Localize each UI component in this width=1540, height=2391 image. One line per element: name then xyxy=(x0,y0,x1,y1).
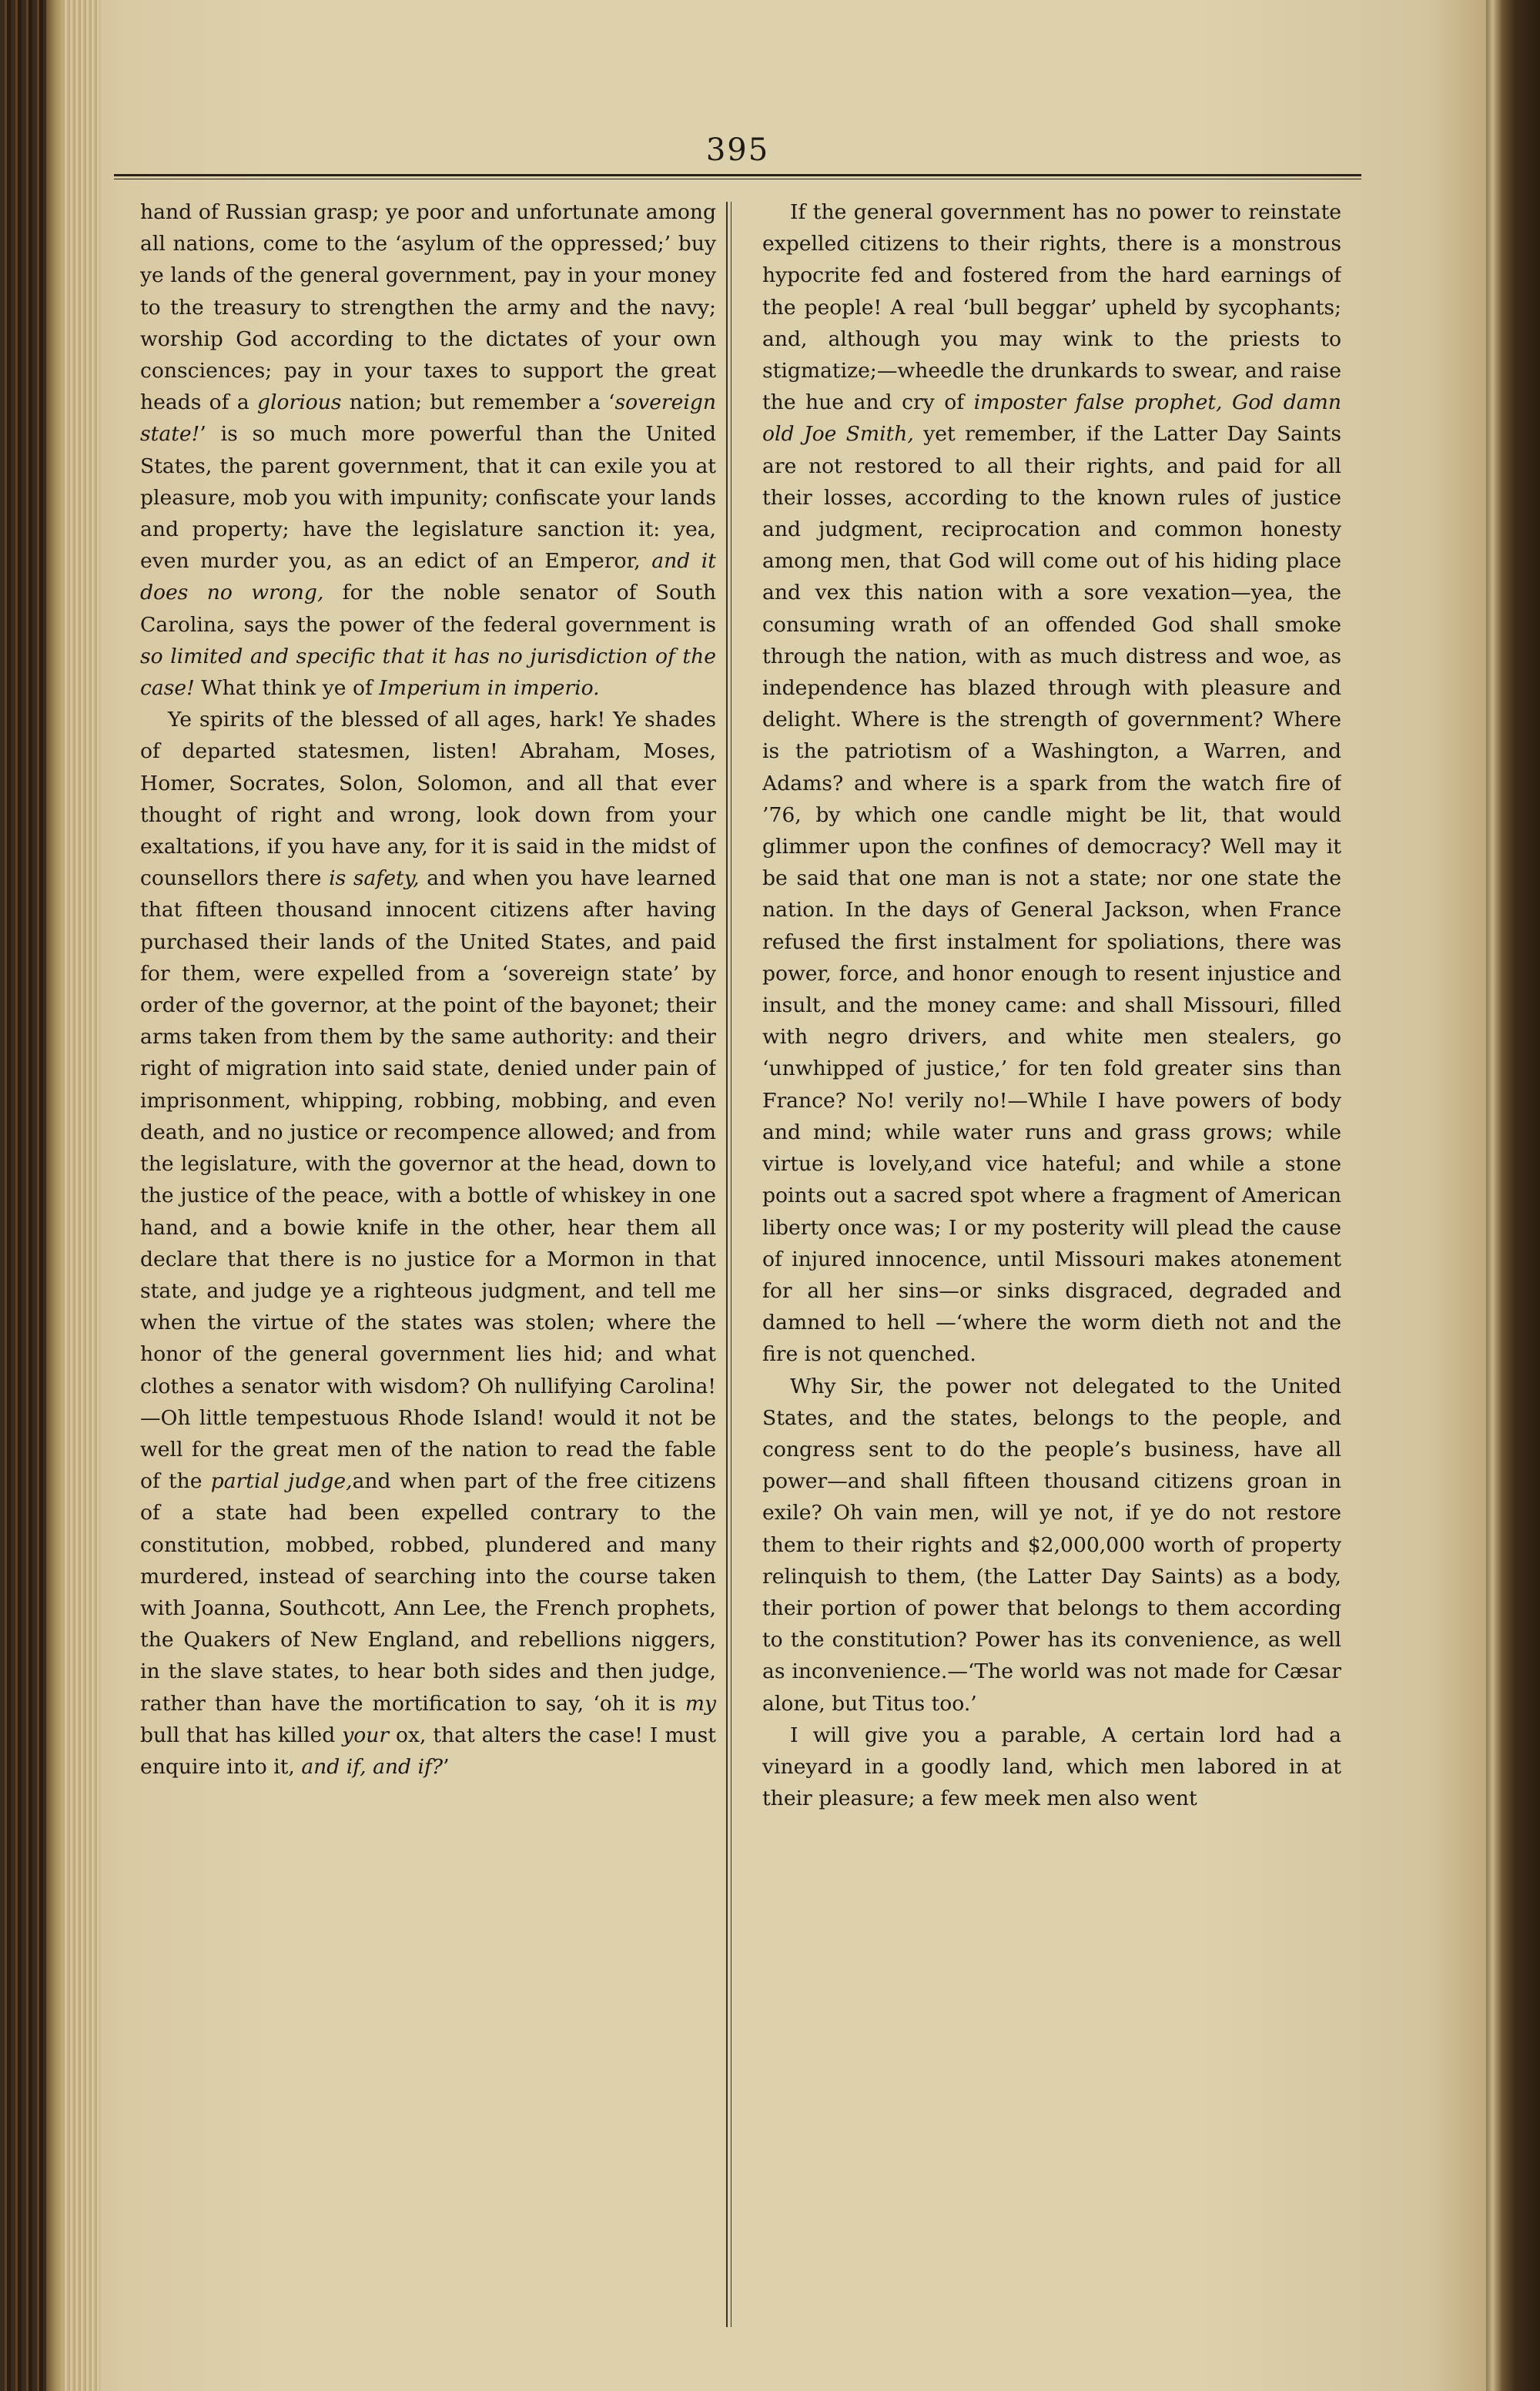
italic-text: my xyxy=(685,1691,716,1716)
italic-text: and if, and if? xyxy=(301,1754,444,1779)
text-run: Why Sir, the power not delegated to the United States, and the states, belongs to the people, and congress sent to do the people’s business, have all power—and shall fifteen thousand citizens groan in exile? Oh vain men, will ye not, if ye do not restore them to their rights and $2,000,000 worth of property relinquish to them, (the Latter Day Saints) as a body, their portion of power that belongs to them according to the constitution? Power has its convenience, as well as inconvenience.—‘The world was not made for Cæsar alone, but Titus too.’ xyxy=(762,1374,1341,1716)
text-run: hand of Russian grasp; ye poor and unfortunate among all nations, come to the ‘asylum of the oppressed;’ buy ye lands of the general government, pay in your money to the treasury to strengthen the army and the navy; worship God according to the dictates of your own consciences; pay in your taxes to support the great heads of a xyxy=(140,200,716,415)
italic-text: sovereign state! xyxy=(140,390,716,447)
italic-text: is safety, xyxy=(329,866,420,891)
page-header xyxy=(114,131,1361,185)
column-divider-inner xyxy=(731,202,732,2327)
text-run: What think ye of xyxy=(194,676,380,701)
paragraph xyxy=(762,1371,1341,1720)
facing-page-edge xyxy=(1486,0,1540,2391)
page-stack-edges xyxy=(63,0,100,2391)
paragraph xyxy=(762,1720,1341,1815)
text-run: ’ is so much more powerful than the United States, the parent government, that it can exile you at pleasure, mob you with impunity; confiscate your lands and property; have the legislature sanction it: yea, even murder you, as an edict of an Emperor, xyxy=(140,422,716,574)
text-run: I will give you a parable, A certain lord had a vineyard in a goodly land, which men labored in at their pleasure; a few meek men also went xyxy=(762,1723,1341,1811)
italic-text: and it does no wrong, xyxy=(140,549,716,605)
text-run: for the noble senator of South Carolina, says the power of the federal government is xyxy=(140,581,716,637)
italic-text: partial judge, xyxy=(210,1469,353,1494)
italic-text: glorious xyxy=(256,390,342,415)
text-run: and when part of the free citizens of a state had been expelled contrary to the constitution, mobbed, robbed, plundered and many murdered, instead of searching into the course taken with Joanna, Southcott, Ann Lee, the French prophets, the Quakers of New England, and rebellions niggers, in the slave states, to hear both sides and then judge, rather than have the mortification to say, ‘oh it is xyxy=(140,1469,716,1716)
column-divider xyxy=(726,202,728,2327)
paragraph xyxy=(140,704,716,1783)
text-run: Ye spirits of the blessed of all ages, hark! Ye shades of departed statesmen, listen! Abraham, Moses, Homer, Socrates, Solon, Solomon, and all that ever thought of right and wrong, look down from your exaltations, if you have any, for it is said in the midst of counsellors there xyxy=(140,708,716,891)
text-run: ’ xyxy=(443,1754,450,1779)
paragraph xyxy=(140,196,716,704)
text-run: bull that has killed xyxy=(140,1723,343,1747)
right-column xyxy=(762,196,1341,2345)
italic-text: imposter false prophet, God damn old Joe Smith, xyxy=(762,390,1341,447)
italic-text: so limited and specific that it has no jurisdiction of the case! xyxy=(140,644,716,701)
italic-text: your xyxy=(342,1723,390,1747)
header-rule xyxy=(114,174,1361,179)
text-run: ox, that alters the case! I must enquire into it, xyxy=(140,1723,716,1779)
text-run: and when you have learned that fifteen thousand innocent citizens after having purchased their lands of the United States, and paid for them, were expelled from a ‘sovereign state’ by order of the governor, at the point of the bayonet; their arms taken from them by the same authority: and their right of migration into said state, denied under pain of imprisonment, whipping, robbing, mobbing, and even death, and no justice or recompence allowed; and from the legislature, with the governor at the head, down to the justice of the peace, with a bottle of whiskey in one hand, and a bowie knife in the other, hear them all declare that there is no justice for a Mormon in that state, and judge ye a righteous judgment, and tell me when the virtue of the states was stolen; where the honor of the general government lies hid; and what clothes a senator with wisdom? Oh nullifying Carolina!—Oh little tempestuous Rhode Island! would it not be well for the great men of the nation to read the fable of the xyxy=(140,866,716,1494)
left-column xyxy=(140,196,716,2345)
text-run: yet remember, if the Latter Day Saints are not restored to all their rights, and paid for all their losses, according to the known rules of justice and judgment, reciprocation and common honesty among men, that God will come out of his hiding place and vex this nation with a sore vexation—yea, the consuming wrath of an offended God shall smoke through the nation, with as much distress and woe, as independence has blazed through with pleasure and delight. Where is the strength of government? Where is the patriotism of a Washington, a Warren, and Adams? and where is a spark from the watch fire of ’76, by which one candle might be lit, that would glimmer upon the confines of democracy? Well may it be said that one man is not a state; nor one state the nation. In the days of General Jackson, when France refused the first instalment for spoliations, there was power, force, and honor enough to resent injustice and insult, and the money came: and shall Missouri, filled with negro drivers, and white men stealers, go ‘unwhipped of justice,’ for ten fold greater sins than France? No! verily no!—While I have powers of body and mind; while water runs and grass grows; while virtue is lovely,and vice hateful; and while a stone points out a sacred spot where a fragment of American liberty once was; I or my posterity will plead the cause of injured innocence, until Missouri makes atonement for all her sins—or sinks disgraced, degraded and damned to hell —‘where the worm dieth not and the fire is not quenched. xyxy=(762,422,1341,1367)
text-run: If the general government has no power to reinstate expelled citizens to their rights, there is a monstrous hypocrite fed and fostered from the hard earnings of the people! A real ‘bull beggar’ upheld by sycophants; and, although you may wink to the priests to stigmatize;—wheedle the drunkards to swear, and raise the hue and cry of xyxy=(762,200,1341,415)
book-binding-left xyxy=(0,0,63,2391)
italic-text: Imperium in imperio. xyxy=(379,676,600,701)
paragraph xyxy=(762,196,1341,1371)
text-run: nation; but remember a ‘ xyxy=(341,390,615,415)
page-number: 395 xyxy=(705,132,770,168)
